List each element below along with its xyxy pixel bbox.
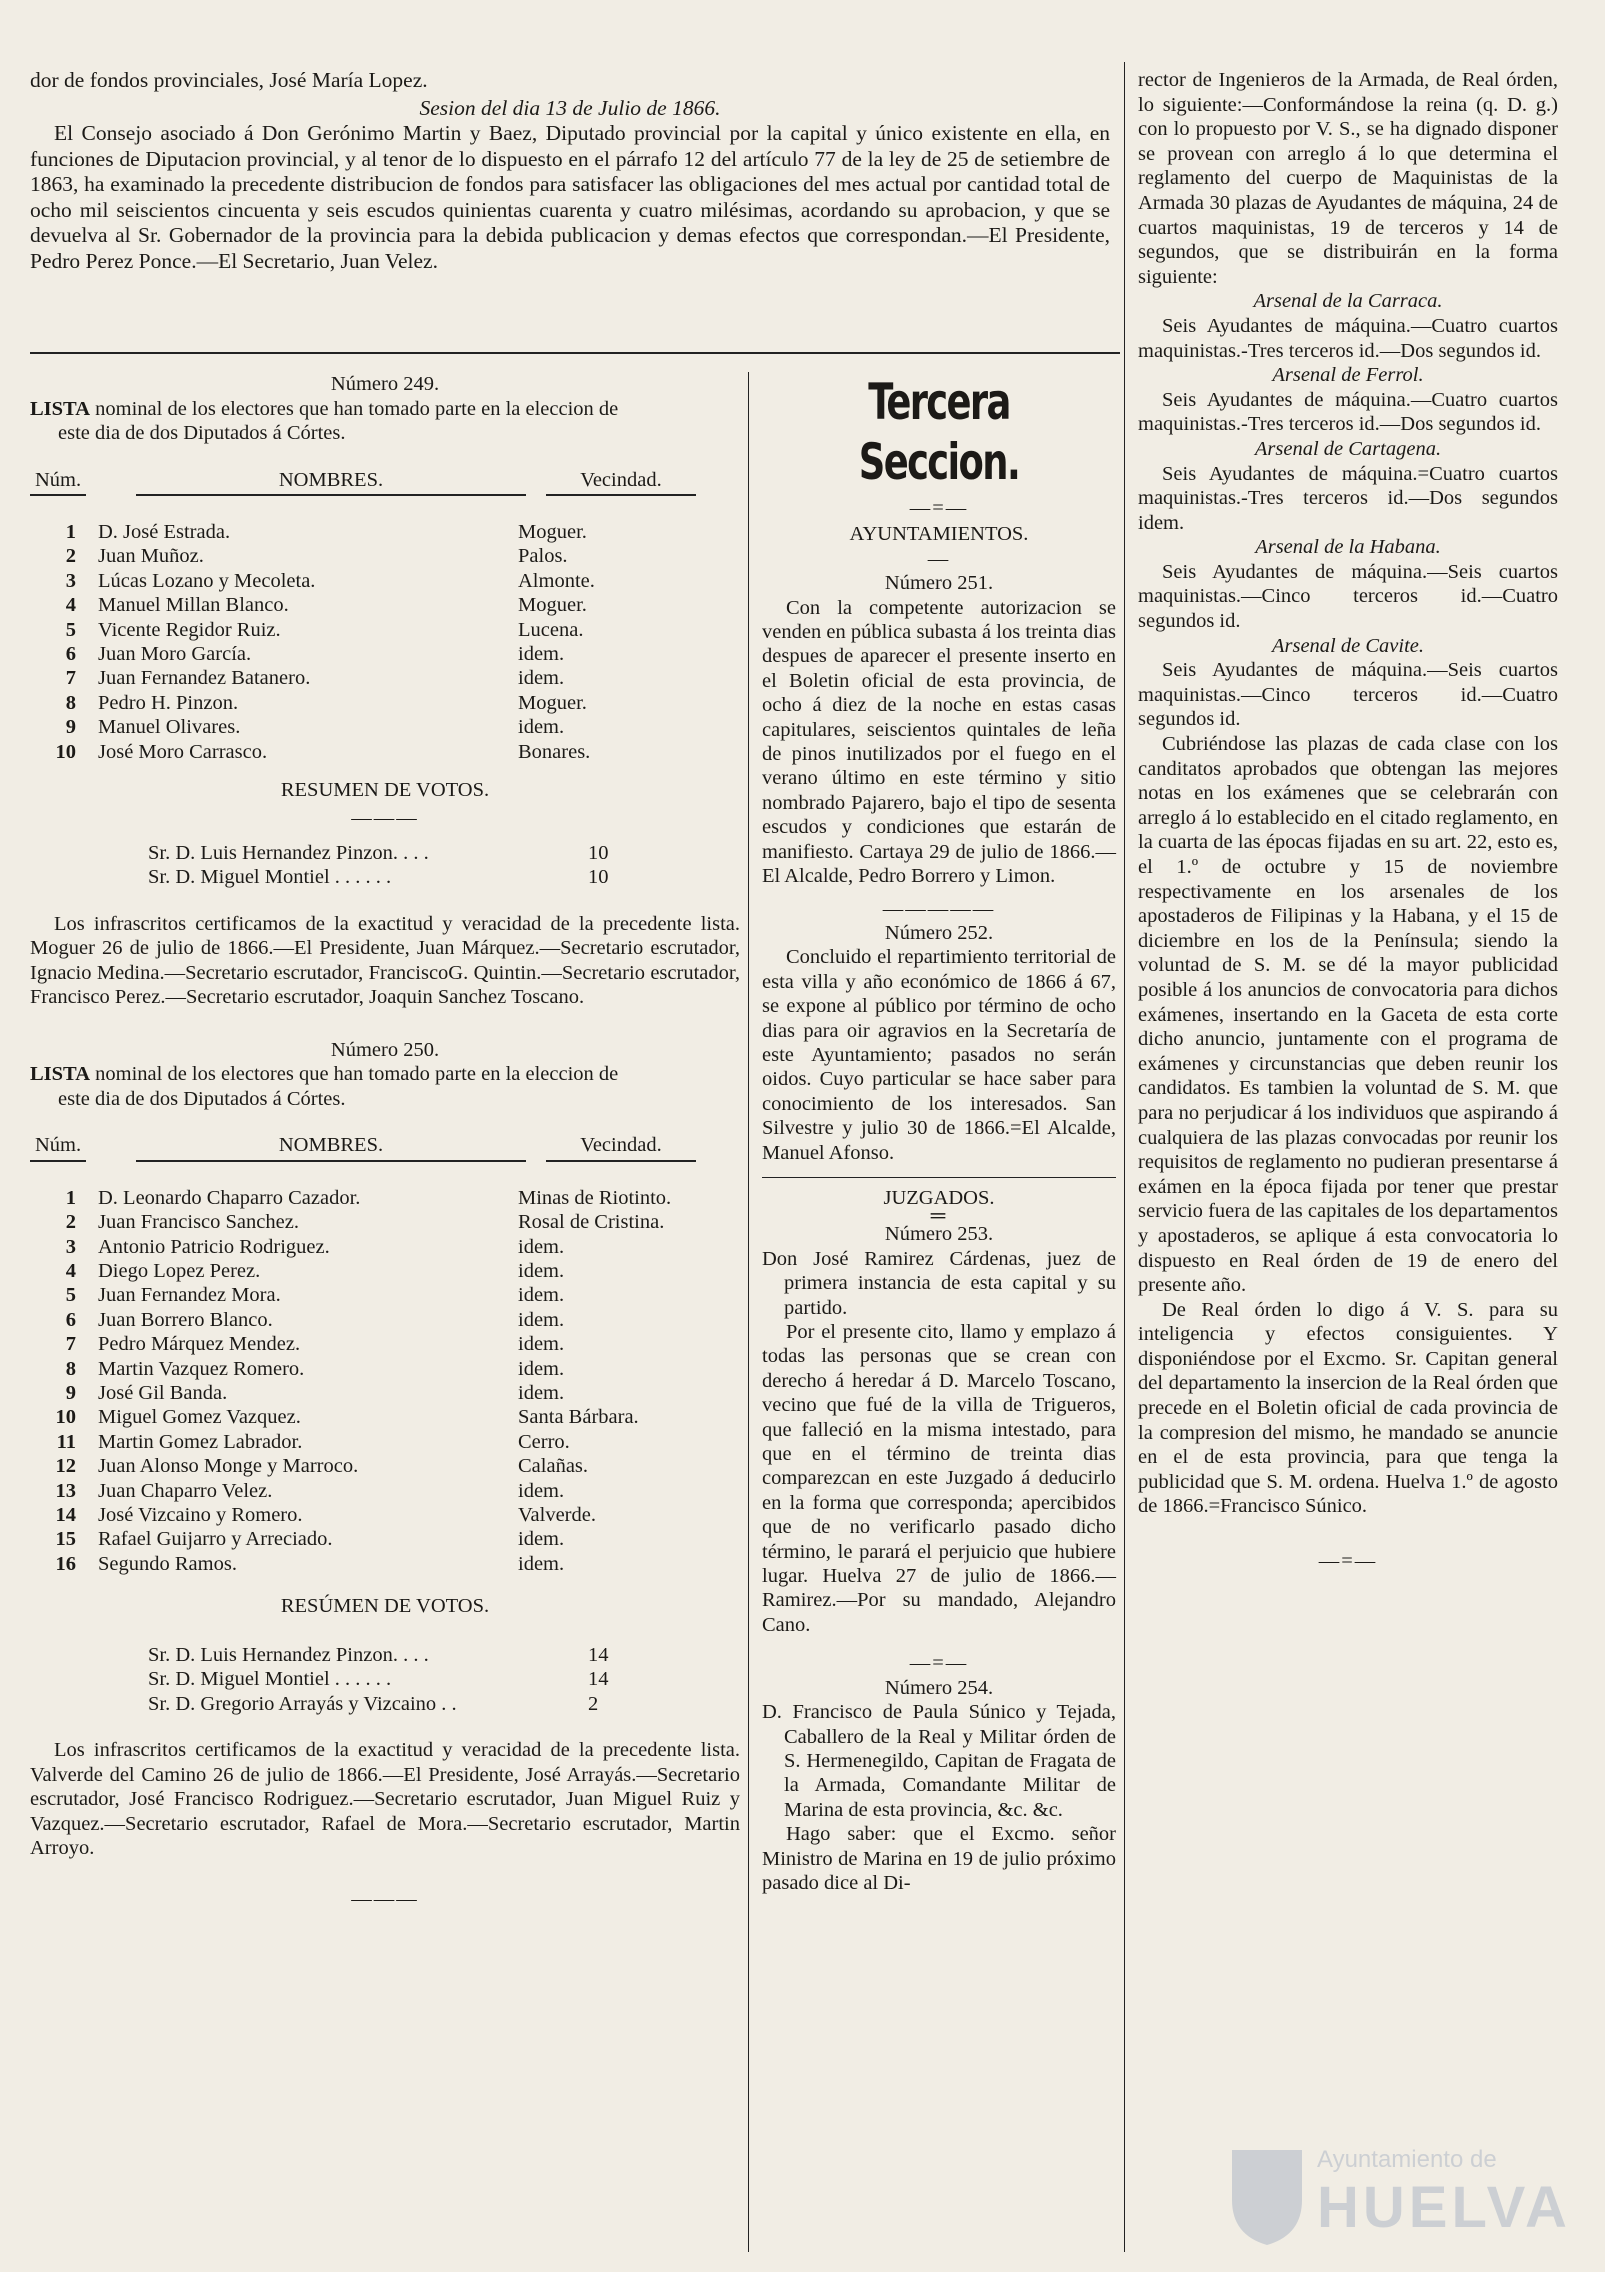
arsenal-allocation: Seis Ayudantes de máquina.—Cuatro cuartos maquinistas.-Tres terceros id.—Dos segundos id. (1138, 388, 1558, 436)
table-row (30, 691, 740, 715)
seal-line2: HUELVA (1317, 2175, 1571, 2240)
vote-summary (148, 841, 740, 890)
ornament: — (927, 547, 951, 570)
column-rule-2 (1124, 62, 1125, 2252)
arsenal-allocation: Seis Ayudantes de máquina.=Cuatro cuartos maquinistas.-Tres terceros id.—Dos segundos idem. (1138, 462, 1558, 534)
vote-count: 10 (588, 841, 609, 864)
arsenal-allocation: Seis Ayudantes de máquina.—Seis cuartos maquinistas.—Cinco terceros id.—Cuatro segundos id. (1138, 560, 1558, 633)
notice-252: Concluido el repartimiento territorial de esta villa y año económico de 1866 á 67, se expone al público por término de ocho dias para oir agravios en la Secretaría de este Ayuntamiento; pasados no serán oidos. Cuyo particular se hace saber para conocimiento de los interesados. San Silvestre y julio 30 de 1866.=El Alcalde, Manuel Afonso. (762, 946, 1116, 1164)
table-row (30, 1308, 740, 1332)
row-name: Martin Vazquez Romero. (98, 1357, 305, 1380)
row-name: José Gil Banda. (98, 1382, 228, 1405)
arsenal-name: Arsenal de la Habana. (1255, 536, 1441, 559)
session-heading: Sesion del dia 13 de Julio de 1866. (419, 95, 721, 120)
vote-row (148, 1692, 740, 1717)
arsenal-name: Arsenal de Ferrol. (1272, 364, 1424, 387)
ayuntamientos-heading: AYUNTAMIENTOS. (849, 523, 1029, 546)
row-number: 1 (65, 521, 76, 543)
col-vec-header: Vecindad. (546, 468, 696, 497)
row-number: 11 (56, 1430, 76, 1453)
row-number: 9 (65, 1382, 76, 1405)
table-row (30, 1552, 740, 1576)
row-vecindad: idem. (518, 1357, 565, 1380)
row-number: 5 (65, 1284, 76, 1307)
row-number: 5 (65, 618, 76, 641)
table-row (30, 666, 740, 690)
ornament: ═ (930, 1205, 948, 1228)
row-vecindad: idem. (518, 1284, 565, 1307)
royal-order-intro: rector de Ingenieros de la Armada, de Real órden, lo siguiente:—Conformándose la reina (q. D. g.) con lo propuesto por V. S., se ha dignado disponer se provean con arreglo á lo que determina el reglamento del cuerpo de Maquinistas de la Armada 30 plazas de Ayudantes de máquina, 24 de cuartos maquinistas, 19 de terceros y 14 de segundos, que se distribuirán en la forma siguiente: (1138, 69, 1558, 288)
row-number: 2 (65, 545, 76, 568)
row-number: 10 (55, 740, 76, 763)
row-vecindad: idem. (518, 642, 565, 665)
row-name: Juan Alonso Monge y Marroco. (98, 1455, 359, 1478)
notice-254-heading: D. Francisco de Paula Súnico y Tejada, Caballero de la Real y Militar órden de S. Hermenegildo, Capitan de Fragata de la Armada, Comandante Militar de Marina de esta provincia, &c. &c. (762, 1701, 1116, 1821)
row-number: 6 (65, 1308, 76, 1331)
row-vecindad: Santa Bárbara. (518, 1406, 639, 1429)
list-title: LISTA nominal de los electores que han tomado parte en la eleccion de (30, 1063, 619, 1086)
row-number: 7 (65, 667, 76, 690)
top-line: dor de fondos provinciales, José María Lopez. (30, 68, 428, 92)
arsenal-name: Arsenal de Cartagena. (1254, 437, 1442, 460)
row-vecindad: Moguer. (518, 594, 587, 617)
divider (762, 1177, 1116, 1178)
row-name: Vicente Regidor Ruiz. (98, 618, 281, 641)
row-number: 15 (55, 1528, 76, 1551)
arsenal-allocation: Seis Ayudantes de máquina.—Seis cuartos maquinistas.—Cinco terceros id.—Cuatro segundos id. (1138, 659, 1558, 731)
row-name: Diego Lopez Perez. (98, 1260, 261, 1283)
notice-251: Con la competente autorizacion se venden en pública subasta á los treinta dias despues de aparecer el presente inserto en el Boletin oficial de esta provincia, de ocho á diez de la noche en estas casas capitulares, seiscientos quintales de leña de pinos inutilizados por el fuego en el verano último en este término y sitio nombrado Pajarero, bajo el tipo de sesenta escudos y condiciones que estarán de manifiesto. Cartaya 29 de julio de 1866.—El Alcalde, Pedro Borrero y Limon. (762, 596, 1116, 888)
row-number: 4 (65, 1260, 76, 1283)
row-name: Pedro H. Pinzon. (98, 691, 239, 714)
row-vecindad: Almonte. (518, 569, 595, 592)
table-row (30, 544, 740, 568)
column-rule-1 (748, 372, 749, 2252)
row-vecindad: Moguer. (518, 691, 587, 714)
table-row (30, 1503, 740, 1527)
row-name: Rafael Guijarro y Arreciado. (98, 1528, 333, 1551)
table-header (30, 1133, 740, 1162)
row-number: 2 (65, 1211, 76, 1234)
row-name: Manuel Olivares. (98, 716, 241, 739)
candidate-name: Sr. D. Miguel Montiel . . . . . . (148, 866, 392, 889)
royal-order-closing: De Real órden lo digo á V. S. para su inteligencia y efectos consiguientes. Y disponiéndose por el Excmo. Sr. Capitan general del departamento la insercion de la Real órden que precede en el Boletin oficial de cada provincia de la compresion del mismo, he mandado se anuncie en el de esta provincia, para que tenga la publicidad que S. M. ordena. Huelva 1.º de agosto de 1866.=Francisco Súnico. (1138, 1298, 1558, 1518)
table-row (30, 1527, 740, 1551)
candidate-name: Sr. D. Luis Hernandez Pinzon. . . . (148, 841, 429, 864)
list-number: Número 249. (330, 373, 440, 395)
row-number: 3 (65, 569, 76, 592)
row-name: Pedro Márquez Mendez. (98, 1333, 301, 1356)
juzgados-heading: JUZGADOS. (883, 1186, 995, 1209)
row-number: 14 (55, 1503, 76, 1526)
notice-253: Por el presente cito, llamo y emplazo á todas las personas que se crean con derecho á heredar á D. Marcelo Toscano, vecino que fué de la villa de Trigueros, que falleció en la misma intestado, para que en el término de treinta dias comparezcan en este Juzgado á deducirlo en la forma que corresponda; apercibidos que de no verificarlo pasado dicho término, le parará el perjuicio que hubiere lugar. Huelva 27 de julio de 1866.—Ramirez.—Por su mandado, Alejandro Cano. (762, 1321, 1116, 1636)
row-number: 9 (65, 716, 76, 739)
candidate-name: Sr. D. Miguel Montiel . . . . . . (148, 1668, 392, 1691)
notice-number: Número 253. (884, 1223, 994, 1246)
row-vecindad: Moguer. (518, 521, 587, 543)
row-vecindad: idem. (518, 1528, 565, 1551)
table-row (30, 1405, 740, 1429)
col-vec-header: Vecindad. (546, 1133, 696, 1162)
arsenal-name: Arsenal de la Carraca. (1253, 290, 1443, 313)
col-names-header: NOMBRES. (136, 1133, 526, 1162)
table-row (30, 1210, 740, 1234)
vote-summary (148, 1643, 740, 1717)
row-vecindad: Lucena. (518, 618, 584, 641)
row-number: 13 (55, 1479, 76, 1502)
ornament: ————— (882, 897, 996, 920)
ornament: —=— (1318, 1550, 1378, 1573)
resumen-heading: RESÚMEN DE VOTOS. (280, 1595, 490, 1618)
row-number: 4 (65, 594, 76, 617)
table-row (30, 1283, 740, 1307)
col-num-header: Núm. (30, 468, 86, 497)
row-name: José Vizcaino y Romero. (98, 1503, 303, 1526)
row-name: Juan Chaparro Velez. (98, 1479, 273, 1502)
row-name: José Moro Carrasco. (98, 740, 268, 763)
section-title: Tercera Seccion. (858, 373, 1020, 491)
seal-line1: Ayuntamiento de (1317, 2146, 1497, 2173)
municipal-seal-watermark (1222, 2140, 1571, 2250)
notice-number: Número 252. (884, 921, 994, 944)
row-vecindad: idem. (518, 1552, 565, 1575)
vote-row (148, 1643, 740, 1668)
table-header (30, 468, 740, 497)
row-vecindad: idem. (518, 1333, 565, 1356)
vote-count: 10 (588, 866, 609, 889)
notice-254: Hago saber: que el Excmo. señor Ministro de Marina en 19 de julio próximo pasado dice al Di- (762, 1823, 1116, 1894)
column-third-section (762, 372, 1116, 1895)
row-name: Juan Francisco Sanchez. (98, 1211, 299, 1234)
list-title-line2: este dia de dos Diputados á Córtes. (58, 422, 346, 444)
row-vecindad: Bonares. (518, 740, 591, 763)
table-row (30, 1186, 740, 1210)
list-title: LISTA nominal de los electores que han tomado parte en la eleccion de (30, 397, 619, 420)
ornament: ——— (351, 1887, 419, 1910)
candidate-name: Sr. D. Gregorio Arrayás y Vizcaino . . (148, 1692, 457, 1715)
certification: Los infrascritos certificamos de la exactitud y veracidad de la precedente lista. Valverde del Camino 26 de julio de 1866.—El Presidente, José Arrayás.—Secretario escrutador, José Francisco Rodriguez.—Secretario escrutador, Juan Miguel Ruiz y Vazquez.—Secretario escrutador, Rafael de Mora.—Secretario escrutador, Martin Arroyo. (30, 1739, 740, 1860)
row-number: 6 (65, 642, 76, 665)
council-paragraph: El Consejo asociado á Don Gerónimo Martin y Baez, Diputado provincial por la capital y único existente en ella, en funciones de Diputacion provincial, y al tenor de lo dispuesto en el párrafo 12 del artículo 77 de la ley de 25 de setiembre de 1863, ha examinado la precedente distribucion de fondos para satisfacer las obligaciones del mes actual por cantidad total de ocho mil seiscientos cincuenta y seis escudos quinientas cuarenta y cuatro milésimas, acordando su aprobacion, y que se devuelva al Sr. Gobernador de la provincia para la debida publicacion y demas efectos que correspondan.—El Presidente, Pedro Perez Ponce.—El Secretario, Juan Velez. (30, 121, 1110, 273)
column-electoral-lists (30, 372, 740, 1911)
row-name: Antonio Patricio Rodriguez. (98, 1235, 330, 1258)
row-vecindad: idem. (518, 1308, 565, 1331)
notice-number: Número 254. (884, 1676, 994, 1699)
table-row (30, 715, 740, 739)
row-name: Manuel Millan Blanco. (98, 594, 289, 617)
table-row (30, 593, 740, 617)
table-row (30, 618, 740, 642)
table-row (30, 1259, 740, 1283)
table-row (30, 569, 740, 593)
certification: Los infrascritos certificamos de la exactitud y veracidad de la precedente lista. Moguer 26 de julio de 1866.—El Presidente, Juan Márquez.—Secretario escrutador, Ignacio Medina.—Secretario escrutador, FranciscoG. Quintin.—Secretario escrutador, Francisco Perez.—Secretario escrutador, Joaquin Sanchez Toscano. (30, 912, 740, 1009)
table-row (30, 1454, 740, 1478)
ornament: —=— (909, 1652, 969, 1675)
row-vecindad: idem. (518, 1260, 565, 1283)
list-title-line2: este dia de dos Diputados á Córtes. (58, 1087, 346, 1110)
col-num-header: Núm. (30, 1133, 86, 1162)
table-body (30, 1186, 740, 1576)
row-number: 3 (65, 1235, 76, 1258)
top-divider (30, 352, 1120, 354)
row-vecindad: idem. (518, 1479, 565, 1502)
table-body (30, 520, 740, 764)
table-row (30, 520, 740, 544)
ornament: ——— (351, 807, 419, 830)
arsenal-list (1138, 289, 1558, 732)
table-row (30, 1430, 740, 1454)
table-row (30, 1381, 740, 1405)
vote-count: 14 (588, 1643, 609, 1666)
row-number: 12 (55, 1455, 76, 1478)
vote-row (148, 865, 740, 890)
list-249 (30, 372, 740, 1010)
row-name: Juan Fernandez Mora. (98, 1284, 281, 1307)
column-royal-order (1138, 68, 1558, 1574)
row-name: Juan Muñoz. (98, 545, 204, 568)
row-number: 10 (55, 1406, 76, 1429)
vote-row (148, 841, 740, 866)
row-vecindad: idem. (518, 716, 565, 739)
vote-row (148, 1667, 740, 1692)
royal-order-body: Cubriéndose las plazas de cada clase con los canditatos aprobados que obtengan las mejores notas en los exámenes que se celebrarán con arreglo á lo establecido en el citado reglamento, en la cuarta de las épocas fijadas en su art. 22, esto es, el 1.º de octubre y 15 de noviembre respectivamente en los arsenales de los apostaderos de Filipinas y la Habana, y el 15 de diciembre en los de la Península; siendo la voluntad de S. M. se dé la mayor publicidad posible á los anuncios de convocatoria para dichos exámenes, insertando en la Gaceta de esta corte dicho anuncio, juntamente con el programa de exámenes y circunstancias que deben reunir los candidatos. Es tambien la voluntad de S. M. que para no perjudicar á los individuos que aspirando á cualquiera de las plazas convocadas por reunir los requisitos de reglamento no pudieran presentarse á exámen en la época fijada por tener que prestar servicio fuera de las capitales de los departamentos y apostaderos, se aplique á esta convocatoria lo dispuesto en Real órden de 19 de enero del presente año. (1138, 733, 1558, 1297)
row-name: Juan Fernandez Batanero. (98, 667, 311, 690)
col-names-header: NOMBRES. (136, 468, 526, 497)
row-number: 1 (65, 1186, 76, 1209)
table-row (30, 1479, 740, 1503)
arsenal-allocation: Seis Ayudantes de máquina.—Cuatro cuartos maquinistas.-Tres terceros id.—Dos segundos id. (1138, 314, 1558, 362)
list-number: Número 250. (330, 1038, 440, 1061)
row-name: Martin Gomez Labrador. (98, 1430, 303, 1453)
row-vecindad: Rosal de Cristina. (518, 1211, 665, 1234)
row-number: 8 (65, 1357, 76, 1380)
vote-count: 14 (588, 1668, 609, 1691)
arsenal-name: Arsenal de Cavite. (1271, 634, 1424, 657)
row-vecindad: Cerro. (518, 1430, 570, 1453)
list-250 (30, 1038, 740, 1911)
row-vecindad: idem. (518, 667, 565, 690)
notice-number: Número 251. (884, 572, 994, 595)
resumen-heading: RESUMEN DE VOTOS. (280, 778, 490, 801)
row-number: 8 (65, 691, 76, 714)
row-vecindad: Minas de Riotinto. (518, 1186, 672, 1209)
row-vecindad: Valverde. (518, 1503, 596, 1526)
table-row (30, 1332, 740, 1356)
row-number: 7 (65, 1333, 76, 1356)
row-name: Segundo Ramos. (98, 1552, 237, 1575)
row-name: Juan Moro García. (98, 642, 252, 665)
row-name: D. José Estrada. (98, 521, 231, 543)
table-row (30, 1235, 740, 1259)
row-name: Miguel Gomez Vazquez. (98, 1406, 301, 1429)
row-name: Juan Borrero Blanco. (98, 1308, 273, 1331)
table-row (30, 740, 740, 764)
row-vecindad: Palos. (518, 545, 568, 568)
row-vecindad: idem. (518, 1235, 565, 1258)
ornament: —=— (909, 497, 969, 519)
notice-253-heading: Don José Ramirez Cárdenas, juez de primera instancia de esta capital y su partido. (762, 1247, 1116, 1319)
vote-count: 2 (588, 1692, 599, 1715)
top-block (30, 68, 1110, 274)
table-row (30, 642, 740, 666)
candidate-name: Sr. D. Luis Hernandez Pinzon. . . . (148, 1643, 429, 1666)
row-name: Lúcas Lozano y Mecoleta. (98, 569, 316, 592)
row-number: 16 (55, 1552, 76, 1575)
row-name: D. Leonardo Chaparro Cazador. (98, 1186, 361, 1209)
table-row (30, 1357, 740, 1381)
row-vecindad: idem. (518, 1382, 565, 1405)
row-vecindad: Calañas. (518, 1455, 589, 1478)
